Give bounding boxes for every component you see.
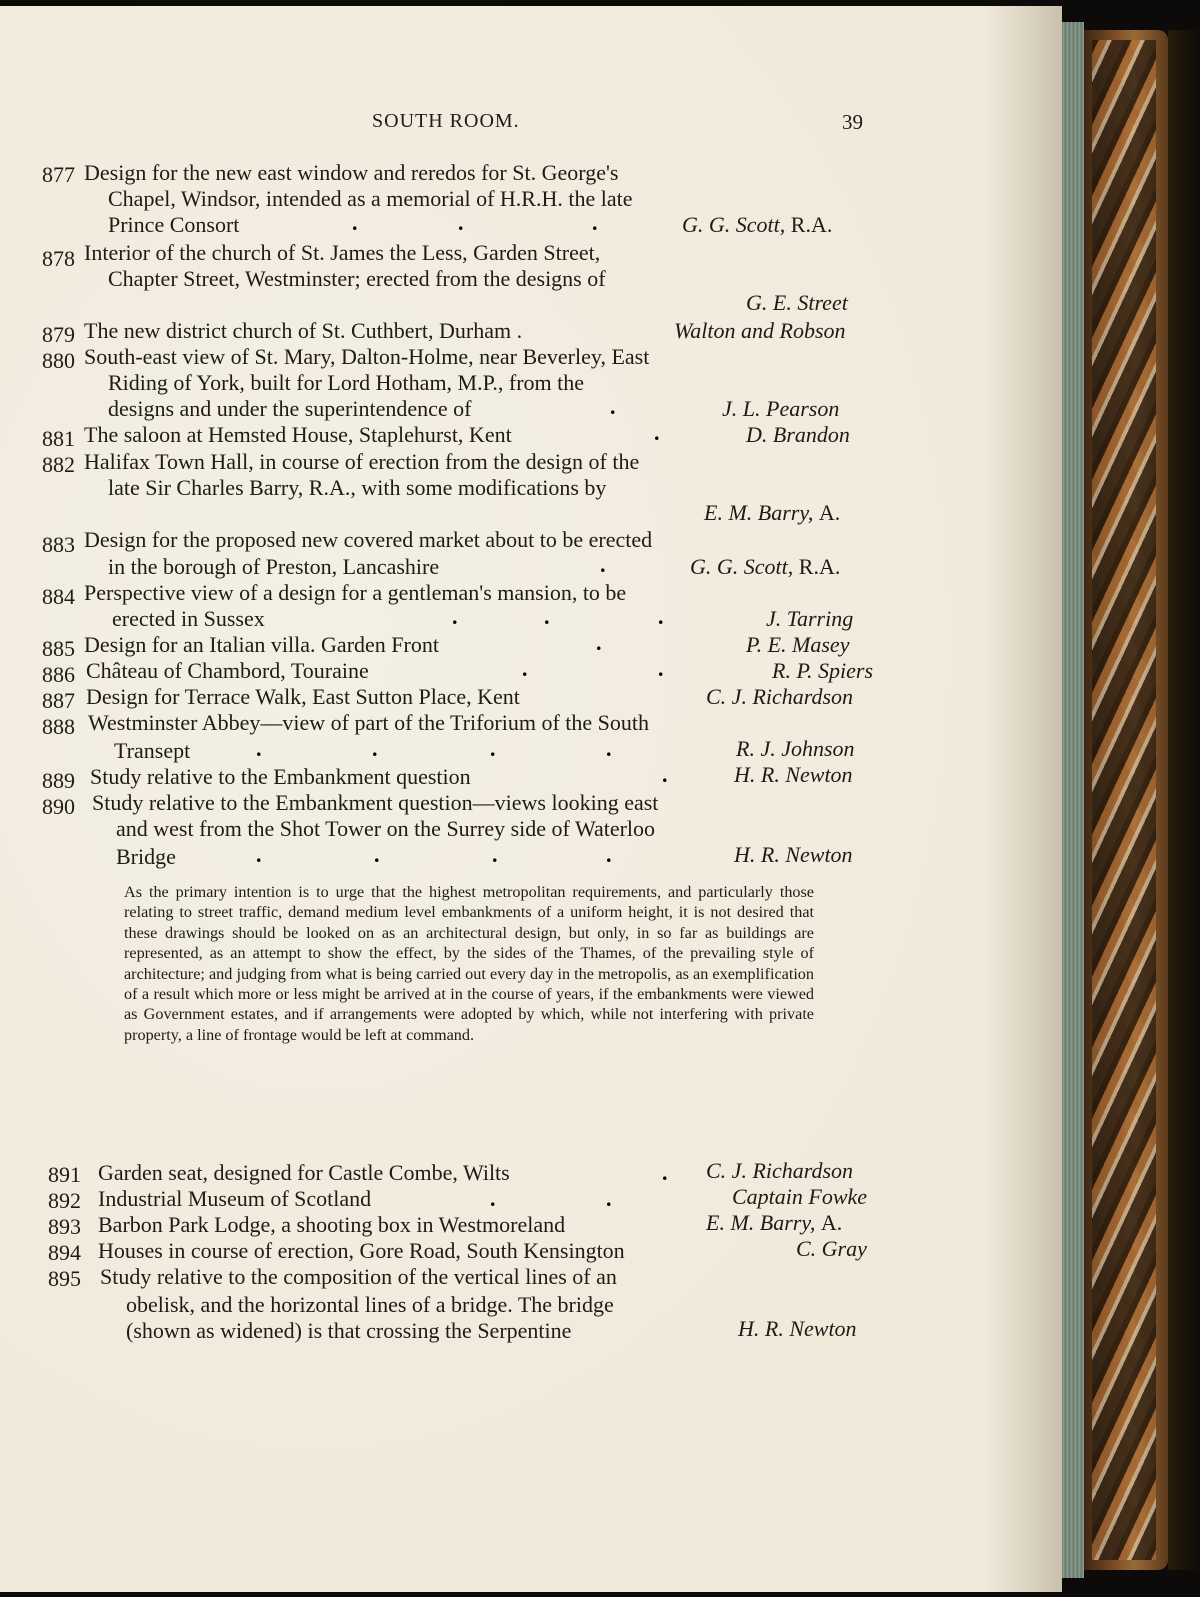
entry-number: 887 (42, 688, 75, 713)
entry-artist: P. E. Masey (746, 632, 850, 657)
entry-title-line: in the borough of Preston, Lancashire (108, 554, 440, 579)
entry-artist: H. R. Newton (734, 762, 853, 787)
leader-dot: . (522, 656, 528, 681)
entry-artist: J. L. Pearson (722, 396, 840, 421)
entry-artist: G. G. Scott, R.A. (690, 554, 841, 579)
leader-dot: . (452, 604, 458, 629)
entry-title-line: The new district church of St. Cuthbert, Durham . (84, 318, 523, 343)
entry-artist: E. M. Barry, A. (706, 1210, 843, 1235)
page-number: 39 (842, 110, 863, 134)
leader-dot: . (458, 210, 464, 235)
leader-dot: . (600, 552, 606, 577)
entry-title-line: Chapter Street, Westminster; erected from the designs of (108, 266, 606, 291)
entry-title-line: Westminster Abbey—view of part of the Triforium of the South (88, 710, 649, 735)
leader-dot: . (654, 420, 660, 445)
entry-title-line: Halifax Town Hall, in course of erection from the design of the (84, 449, 640, 474)
leader-dot: . (606, 736, 612, 761)
leader-dot: . (490, 736, 496, 761)
entry-number: 893 (48, 1214, 81, 1239)
book-fore-edge (1062, 22, 1084, 1578)
entry-title-line: Perspective view of a design for a gentleman's mansion, to be (84, 580, 627, 605)
leader-dot: . (256, 842, 262, 867)
page-gutter-shadow (985, 6, 1062, 1592)
entry-number: 891 (48, 1162, 81, 1187)
entry-title-line: erected in Sussex (112, 606, 265, 631)
entry-artist: H. R. Newton (734, 842, 853, 867)
entry-title-line: obelisk, and the horizontal lines of a bridge. The bridge (126, 1292, 614, 1317)
entry-title-line: Industrial Museum of Scotland (98, 1186, 372, 1211)
leader-dot: . (658, 656, 664, 681)
entry-title-line: late Sir Charles Barry, R.A., with some modifications by (108, 475, 607, 500)
entry-number: 884 (42, 584, 75, 609)
entry-title-line: Design for an Italian villa. Garden Front (84, 632, 439, 657)
leader-dot: . (662, 762, 668, 787)
entry-title-line: Barbon Park Lodge, a shooting box in Westmoreland (98, 1212, 566, 1237)
entry-number: 882 (42, 452, 75, 477)
entry-title-line: Houses in course of erection, Gore Road, South Kensington (98, 1238, 625, 1263)
entry-title-line: Chapel, Windsor, intended as a memorial of H.R.H. the late (108, 186, 633, 211)
entry-number: 886 (42, 662, 75, 687)
entry-number: 877 (42, 162, 75, 187)
entry-number: 883 (42, 532, 75, 557)
entry-number: 895 (48, 1266, 81, 1291)
entry-number: 880 (42, 348, 75, 373)
entry-title-line: Interior of the church of St. James the Less, Garden Street, (84, 240, 601, 265)
entry-title-line: (shown as widened) is that crossing the Serpentine (126, 1318, 572, 1343)
entry-artist: J. Tarring (766, 606, 854, 631)
entry-artist: Captain Fowke (732, 1184, 868, 1209)
leader-dot: . (606, 1186, 612, 1211)
leader-dot: . (658, 604, 664, 629)
entry-title-line: Design for the proposed new covered market about to be erected (84, 527, 653, 552)
entry-title-line: Transept (114, 738, 191, 763)
entry-artist: C. J. Richardson (706, 1158, 854, 1183)
entry-number: 885 (42, 636, 75, 661)
entry-artist: H. R. Newton (738, 1316, 857, 1341)
leader-dot: . (610, 394, 616, 419)
entry-artist: C. Gray (796, 1236, 867, 1261)
running-header: SOUTH ROOM. (372, 110, 520, 132)
entry-number: 890 (42, 794, 75, 819)
entry-title-line: Study relative to the Embankment question (90, 764, 471, 789)
entry-number: 881 (42, 426, 75, 451)
entry-title-line: Study relative to the composition of the vertical lines of an (100, 1264, 617, 1289)
entry-title-line: Prince Consort (108, 212, 240, 237)
entry-title-line: Riding of York, built for Lord Hotham, M.P., from the (108, 370, 585, 395)
leader-dot: . (352, 210, 358, 235)
entry-artist: G. E. Street (746, 290, 848, 315)
entry-title-line: Design for the new east window and reredos for St. George's (84, 160, 619, 185)
entry-number: 889 (42, 768, 75, 793)
leader-dot: . (544, 604, 550, 629)
leader-dot: . (372, 736, 378, 761)
entry-title-line: Design for Terrace Walk, East Sutton Place, Kent (86, 684, 520, 709)
book-spine-edge (1168, 30, 1200, 1570)
entry-number: 888 (42, 714, 75, 739)
leader-dot: . (592, 210, 598, 235)
entry-title-line: and west from the Shot Tower on the Surrey side of Waterloo (116, 816, 656, 841)
marbled-endpaper (1092, 40, 1156, 1560)
entry-artist: Walton and Robson (674, 318, 846, 343)
leader-dot: . (374, 842, 380, 867)
entry-number: 879 (42, 322, 75, 347)
entry-number: 892 (48, 1188, 81, 1213)
entry-artist: R. P. Spiers (772, 658, 874, 683)
entry-title-line: designs and under the superintendence of (108, 396, 472, 421)
leader-dot: . (596, 630, 602, 655)
entry-number: 894 (48, 1240, 81, 1265)
note-paragraph: As the primary intention is to urge that the highest metropolitan requirements, and particularly those relating to street traffic, demand medium level embankments of a uniform height, it is not desired that these drawings should be looked on as an architectural design, but only, in so far as buildings are represented, as an attempt to show the effect, by the sides of the Thames, of the prevailing style of architecture; and judging from what is being carried out every day in the metropolis, as an exemplification of a result which more or less might be arrived at in the course of years, if the embankments were viewed as Government estates, and if arrangements were adopted by which, while not interfering with private property, a line of frontage would be left at command. (124, 883, 814, 1044)
entry-title-line: Château of Chambord, Touraine (86, 658, 369, 683)
leader-dot: . (490, 1186, 496, 1211)
leader-dot: . (662, 1160, 668, 1185)
entry-artist: C. J. Richardson (706, 684, 854, 709)
entry-artist: G. G. Scott, R.A. (682, 212, 833, 237)
entry-artist: D. Brandon (746, 422, 850, 447)
leader-dot: . (256, 736, 262, 761)
entry-number: 878 (42, 246, 75, 271)
entry-title-line: South-east view of St. Mary, Dalton-Holme, near Beverley, East (84, 344, 650, 369)
entry-title-line: Garden seat, designed for Castle Combe, Wilts (98, 1160, 510, 1185)
entry-artist: R. J. Johnson (736, 736, 855, 761)
entry-title-line: Study relative to the Embankment question—views looking east (92, 790, 659, 815)
entry-title-line: The saloon at Hemsted House, Staplehurst, Kent (84, 422, 512, 447)
leader-dot: . (492, 842, 498, 867)
leader-dot: . (606, 842, 612, 867)
entry-artist: E. M. Barry, A. (704, 500, 841, 525)
entry-title-line: Bridge (116, 844, 176, 869)
